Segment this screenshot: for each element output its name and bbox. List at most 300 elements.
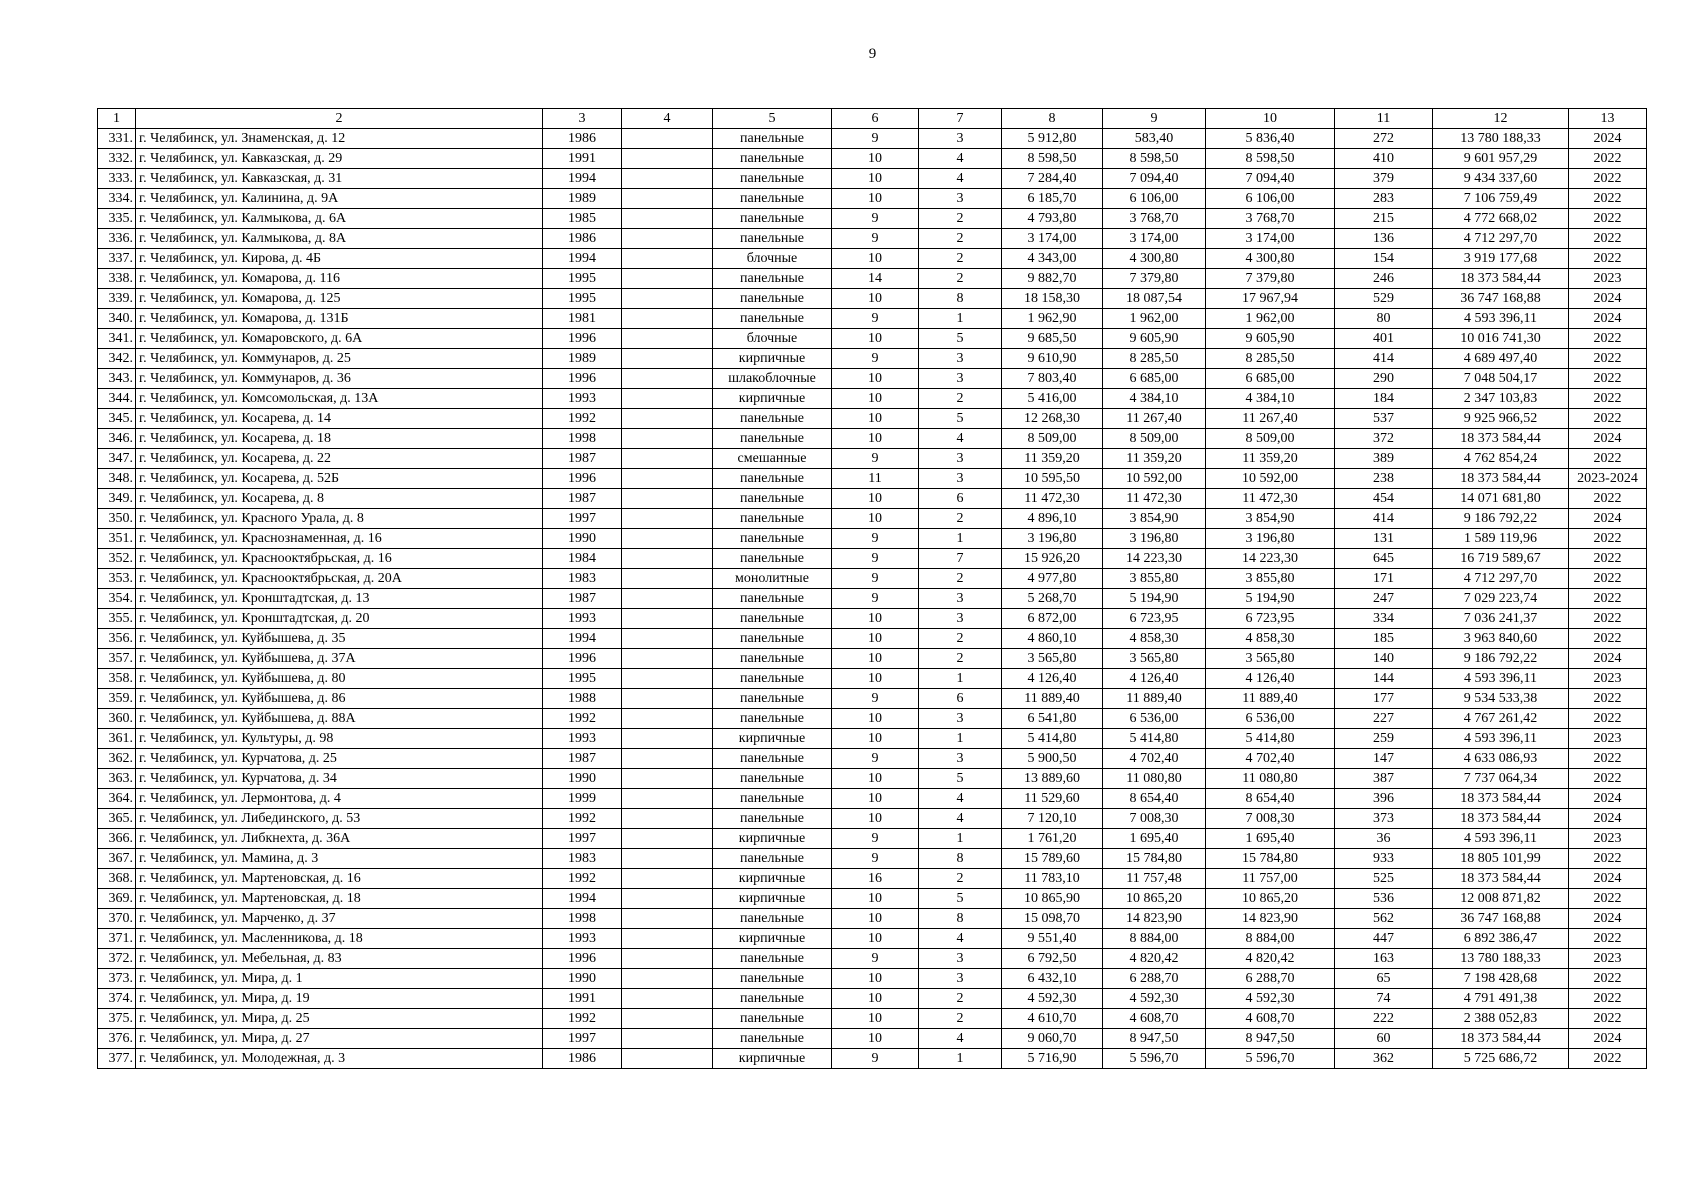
- cell-year-built: 1990: [543, 529, 622, 549]
- cell-row-number: 375.: [98, 1009, 136, 1029]
- cell-col-4: [622, 369, 713, 389]
- cell-address: г. Челябинск, ул. Куйбышева, д. 86: [136, 689, 543, 709]
- cell-entrances: 5: [919, 769, 1002, 789]
- cell-year-built: 1997: [543, 1029, 622, 1049]
- cell-total-area: 9 610,90: [1002, 349, 1103, 369]
- cell-area-residential: 11 889,40: [1206, 689, 1335, 709]
- cell-address: г. Челябинск, ул. Мамина, д. 3: [136, 849, 543, 869]
- cell-area-residential: 6 536,00: [1206, 709, 1335, 729]
- cell-residents: 933: [1335, 849, 1433, 869]
- cell-repair-year: 2024: [1569, 429, 1647, 449]
- cell-wall-material: панельные: [713, 629, 832, 649]
- cell-row-number: 371.: [98, 929, 136, 949]
- cell-cost: 13 780 188,33: [1433, 129, 1569, 149]
- table-row: [98, 149, 1647, 169]
- cell-col-4: [622, 509, 713, 529]
- cell-year-built: 1990: [543, 769, 622, 789]
- cell-cost: 36 747 168,88: [1433, 909, 1569, 929]
- cell-col-4: [622, 589, 713, 609]
- cell-area-residential: 14 223,30: [1206, 549, 1335, 569]
- cell-residents: 246: [1335, 269, 1433, 289]
- cell-floors: 9: [832, 829, 919, 849]
- cell-floors: 10: [832, 669, 919, 689]
- cell-address: г. Челябинск, ул. Кронштадтская, д. 20: [136, 609, 543, 629]
- cell-year-built: 1987: [543, 489, 622, 509]
- cell-cost: 18 373 584,44: [1433, 1029, 1569, 1049]
- cell-address: г. Челябинск, ул. Мартеновская, д. 18: [136, 889, 543, 909]
- cell-repair-year: 2024: [1569, 289, 1647, 309]
- cell-area-residential: 10 865,20: [1206, 889, 1335, 909]
- cell-area-premises: 11 889,40: [1103, 689, 1206, 709]
- cell-area-premises: 6 723,95: [1103, 609, 1206, 629]
- cell-year-built: 1996: [543, 949, 622, 969]
- cell-address: г. Челябинск, ул. Мира, д. 27: [136, 1029, 543, 1049]
- cell-address: г. Челябинск, ул. Курчатова, д. 34: [136, 769, 543, 789]
- cell-residents: 272: [1335, 129, 1433, 149]
- cell-address: г. Челябинск, ул. Мебельная, д. 83: [136, 949, 543, 969]
- cell-area-premises: 11 359,20: [1103, 449, 1206, 469]
- cell-area-residential: 7 379,80: [1206, 269, 1335, 289]
- cell-address: г. Челябинск, ул. Куйбышева, д. 37А: [136, 649, 543, 669]
- cell-entrances: 2: [919, 389, 1002, 409]
- cell-row-number: 359.: [98, 689, 136, 709]
- cell-year-built: 1990: [543, 969, 622, 989]
- cell-area-residential: 15 784,80: [1206, 849, 1335, 869]
- cell-entrances: 4: [919, 1029, 1002, 1049]
- cell-cost: 4 767 261,42: [1433, 709, 1569, 729]
- cell-row-number: 358.: [98, 669, 136, 689]
- cell-total-area: 11 783,10: [1002, 869, 1103, 889]
- cell-address: г. Челябинск, ул. Кавказская, д. 29: [136, 149, 543, 169]
- cell-area-premises: 6 536,00: [1103, 709, 1206, 729]
- cell-area-premises: 11 472,30: [1103, 489, 1206, 509]
- cell-wall-material: панельные: [713, 269, 832, 289]
- cell-year-built: 1994: [543, 629, 622, 649]
- cell-row-number: 336.: [98, 229, 136, 249]
- cell-col-4: [622, 669, 713, 689]
- cell-address: г. Челябинск, ул. Комарова, д. 131Б: [136, 309, 543, 329]
- cell-col-4: [622, 409, 713, 429]
- cell-floors: 10: [832, 889, 919, 909]
- cell-entrances: 2: [919, 269, 1002, 289]
- cell-residents: 389: [1335, 449, 1433, 469]
- cell-area-premises: 4 592,30: [1103, 989, 1206, 1009]
- cell-address: г. Челябинск, ул. Комаровского, д. 6А: [136, 329, 543, 349]
- table-row: [98, 349, 1647, 369]
- cell-total-area: 11 472,30: [1002, 489, 1103, 509]
- cell-col-4: [622, 869, 713, 889]
- cell-row-number: 332.: [98, 149, 136, 169]
- cell-row-number: 334.: [98, 189, 136, 209]
- cell-residents: 247: [1335, 589, 1433, 609]
- cell-total-area: 4 343,00: [1002, 249, 1103, 269]
- cell-wall-material: панельные: [713, 529, 832, 549]
- cell-total-area: 6 432,10: [1002, 969, 1103, 989]
- cell-area-residential: 4 592,30: [1206, 989, 1335, 1009]
- table-row: [98, 229, 1647, 249]
- cell-area-residential: 5 414,80: [1206, 729, 1335, 749]
- cell-repair-year: 2022: [1569, 749, 1647, 769]
- cell-col-4: [622, 489, 713, 509]
- cell-col-4: [622, 1049, 713, 1069]
- cell-total-area: 3 174,00: [1002, 229, 1103, 249]
- cell-col-4: [622, 449, 713, 469]
- table-row: [98, 449, 1647, 469]
- cell-floors: 10: [832, 789, 919, 809]
- cell-repair-year: 2022: [1569, 169, 1647, 189]
- cell-row-number: 356.: [98, 629, 136, 649]
- header-col-4: 4: [622, 109, 713, 129]
- cell-entrances: 3: [919, 369, 1002, 389]
- cell-floors: 10: [832, 989, 919, 1009]
- header-year-built: 3: [543, 109, 622, 129]
- cell-cost: 9 186 792,22: [1433, 649, 1569, 669]
- cell-col-4: [622, 809, 713, 829]
- cell-cost: 9 925 966,52: [1433, 409, 1569, 429]
- cell-wall-material: монолитные: [713, 569, 832, 589]
- cell-total-area: 3 565,80: [1002, 649, 1103, 669]
- cell-total-area: 9 685,50: [1002, 329, 1103, 349]
- cell-address: г. Челябинск, ул. Культуры, д. 98: [136, 729, 543, 749]
- cell-residents: 362: [1335, 1049, 1433, 1069]
- table-row: [98, 189, 1647, 209]
- cell-repair-year: 2022: [1569, 409, 1647, 429]
- cell-col-4: [622, 849, 713, 869]
- table-row: [98, 469, 1647, 489]
- cell-row-number: 355.: [98, 609, 136, 629]
- cell-floors: 10: [832, 1029, 919, 1049]
- cell-col-4: [622, 789, 713, 809]
- cell-repair-year: 2024: [1569, 309, 1647, 329]
- cell-wall-material: панельные: [713, 849, 832, 869]
- cell-total-area: 4 977,80: [1002, 569, 1103, 589]
- cell-wall-material: панельные: [713, 809, 832, 829]
- cell-address: г. Челябинск, ул. Знаменская, д. 12: [136, 129, 543, 149]
- cell-col-4: [622, 289, 713, 309]
- cell-floors: 9: [832, 569, 919, 589]
- cell-entrances: 8: [919, 289, 1002, 309]
- cell-area-premises: 10 592,00: [1103, 469, 1206, 489]
- cell-entrances: 4: [919, 149, 1002, 169]
- cell-year-built: 1995: [543, 269, 622, 289]
- cell-address: г. Челябинск, ул. Курчатова, д. 25: [136, 749, 543, 769]
- cell-year-built: 1992: [543, 409, 622, 429]
- table-row: [98, 609, 1647, 629]
- cell-floors: 9: [832, 129, 919, 149]
- cell-address: г. Челябинск, ул. Мира, д. 19: [136, 989, 543, 1009]
- cell-residents: 454: [1335, 489, 1433, 509]
- cell-area-residential: 6 723,95: [1206, 609, 1335, 629]
- cell-entrances: 3: [919, 609, 1002, 629]
- table-row: [98, 1009, 1647, 1029]
- table-row: [98, 769, 1647, 789]
- cell-repair-year: 2022: [1569, 969, 1647, 989]
- cell-col-4: [622, 949, 713, 969]
- cell-row-number: 343.: [98, 369, 136, 389]
- cell-row-number: 364.: [98, 789, 136, 809]
- cell-address: г. Челябинск, ул. Косарева, д. 8: [136, 489, 543, 509]
- cell-wall-material: панельные: [713, 209, 832, 229]
- cell-entrances: 3: [919, 709, 1002, 729]
- table-row: [98, 129, 1647, 149]
- cell-total-area: 15 098,70: [1002, 909, 1103, 929]
- cell-cost: 4 593 396,11: [1433, 829, 1569, 849]
- cell-entrances: 5: [919, 409, 1002, 429]
- cell-cost: 4 762 854,24: [1433, 449, 1569, 469]
- cell-cost: 3 919 177,68: [1433, 249, 1569, 269]
- cell-residents: 36: [1335, 829, 1433, 849]
- cell-col-4: [622, 989, 713, 1009]
- cell-cost: 12 008 871,82: [1433, 889, 1569, 909]
- cell-floors: 10: [832, 809, 919, 829]
- cell-year-built: 1986: [543, 229, 622, 249]
- cell-floors: 10: [832, 509, 919, 529]
- cell-total-area: 4 793,80: [1002, 209, 1103, 229]
- cell-year-built: 1984: [543, 549, 622, 569]
- cell-area-residential: 3 174,00: [1206, 229, 1335, 249]
- cell-area-residential: 4 820,42: [1206, 949, 1335, 969]
- cell-wall-material: панельные: [713, 129, 832, 149]
- cell-year-built: 1991: [543, 989, 622, 1009]
- cell-total-area: 10 595,50: [1002, 469, 1103, 489]
- cell-total-area: 15 789,60: [1002, 849, 1103, 869]
- cell-row-number: 357.: [98, 649, 136, 669]
- cell-repair-year: 2022: [1569, 709, 1647, 729]
- cell-entrances: 3: [919, 469, 1002, 489]
- cell-floors: 9: [832, 749, 919, 769]
- cell-entrances: 4: [919, 929, 1002, 949]
- cell-year-built: 1992: [543, 709, 622, 729]
- cell-area-premises: 5 414,80: [1103, 729, 1206, 749]
- table-row: [98, 569, 1647, 589]
- cell-repair-year: 2022: [1569, 449, 1647, 469]
- header-wall-material: 5: [713, 109, 832, 129]
- table-row: [98, 209, 1647, 229]
- cell-floors: 9: [832, 849, 919, 869]
- header-address: 2: [136, 109, 543, 129]
- cell-repair-year: 2022: [1569, 549, 1647, 569]
- cell-repair-year: 2022: [1569, 389, 1647, 409]
- cell-entrances: 2: [919, 249, 1002, 269]
- cell-entrances: 3: [919, 589, 1002, 609]
- cell-year-built: 1998: [543, 429, 622, 449]
- cell-col-4: [622, 969, 713, 989]
- cell-residents: 238: [1335, 469, 1433, 489]
- cell-address: г. Челябинск, ул. Куйбышева, д. 88А: [136, 709, 543, 729]
- cell-area-residential: 8 884,00: [1206, 929, 1335, 949]
- table-row: [98, 689, 1647, 709]
- cell-residents: 171: [1335, 569, 1433, 589]
- cell-wall-material: панельные: [713, 469, 832, 489]
- cell-repair-year: 2022: [1569, 1049, 1647, 1069]
- cell-repair-year: 2022: [1569, 529, 1647, 549]
- cell-col-4: [622, 1029, 713, 1049]
- table-row: [98, 309, 1647, 329]
- table-row: [98, 369, 1647, 389]
- cell-total-area: 12 268,30: [1002, 409, 1103, 429]
- cell-area-residential: 3 196,80: [1206, 529, 1335, 549]
- cell-repair-year: 2022: [1569, 1009, 1647, 1029]
- cell-wall-material: кирпичные: [713, 389, 832, 409]
- cell-residents: 80: [1335, 309, 1433, 329]
- cell-row-number: 368.: [98, 869, 136, 889]
- cell-area-premises: 10 865,20: [1103, 889, 1206, 909]
- cell-cost: 7 036 241,37: [1433, 609, 1569, 629]
- cell-repair-year: 2022: [1569, 849, 1647, 869]
- cell-area-residential: 11 080,80: [1206, 769, 1335, 789]
- cell-address: г. Челябинск, ул. Либкнехта, д. 36А: [136, 829, 543, 849]
- table-row: [98, 1029, 1647, 1049]
- cell-year-built: 1995: [543, 289, 622, 309]
- table-row: [98, 269, 1647, 289]
- cell-repair-year: 2023-2024: [1569, 469, 1647, 489]
- cell-wall-material: панельные: [713, 789, 832, 809]
- cell-address: г. Челябинск, ул. Косарева, д. 22: [136, 449, 543, 469]
- cell-wall-material: кирпичные: [713, 729, 832, 749]
- cell-total-area: 5 416,00: [1002, 389, 1103, 409]
- cell-col-4: [622, 929, 713, 949]
- cell-total-area: 15 926,20: [1002, 549, 1103, 569]
- cell-area-residential: 8 509,00: [1206, 429, 1335, 449]
- cell-cost: 1 589 119,96: [1433, 529, 1569, 549]
- cell-area-residential: 5 596,70: [1206, 1049, 1335, 1069]
- cell-total-area: 4 896,10: [1002, 509, 1103, 529]
- cell-area-residential: 10 592,00: [1206, 469, 1335, 489]
- cell-year-built: 1995: [543, 669, 622, 689]
- cell-wall-material: кирпичные: [713, 349, 832, 369]
- table-row: [98, 929, 1647, 949]
- cell-area-premises: 11 080,80: [1103, 769, 1206, 789]
- cell-floors: 9: [832, 689, 919, 709]
- cell-floors: 10: [832, 909, 919, 929]
- cell-area-residential: 11 757,00: [1206, 869, 1335, 889]
- cell-area-premises: 4 702,40: [1103, 749, 1206, 769]
- cell-year-built: 1989: [543, 349, 622, 369]
- cell-cost: 18 805 101,99: [1433, 849, 1569, 869]
- cell-total-area: 7 284,40: [1002, 169, 1103, 189]
- cell-total-area: 11 359,20: [1002, 449, 1103, 469]
- cell-entrances: 1: [919, 829, 1002, 849]
- cell-repair-year: 2023: [1569, 669, 1647, 689]
- cell-cost: 4 689 497,40: [1433, 349, 1569, 369]
- cell-area-residential: 11 267,40: [1206, 409, 1335, 429]
- cell-row-number: 331.: [98, 129, 136, 149]
- table-row: [98, 509, 1647, 529]
- cell-cost: 4 712 297,70: [1433, 229, 1569, 249]
- cell-residents: 379: [1335, 169, 1433, 189]
- cell-area-premises: 4 858,30: [1103, 629, 1206, 649]
- cell-area-premises: 14 823,90: [1103, 909, 1206, 929]
- cell-residents: 136: [1335, 229, 1433, 249]
- cell-row-number: 350.: [98, 509, 136, 529]
- cell-repair-year: 2022: [1569, 589, 1647, 609]
- cell-address: г. Челябинск, ул. Краснооктябрьская, д. 16: [136, 549, 543, 569]
- cell-area-residential: 8 285,50: [1206, 349, 1335, 369]
- cell-area-premises: 5 596,70: [1103, 1049, 1206, 1069]
- cell-year-built: 1986: [543, 129, 622, 149]
- cell-total-area: 18 158,30: [1002, 289, 1103, 309]
- cell-wall-material: панельные: [713, 1029, 832, 1049]
- cell-residents: 562: [1335, 909, 1433, 929]
- cell-entrances: 2: [919, 1009, 1002, 1029]
- cell-area-premises: 4 126,40: [1103, 669, 1206, 689]
- cell-col-4: [622, 149, 713, 169]
- cell-entrances: 3: [919, 189, 1002, 209]
- cell-wall-material: панельные: [713, 589, 832, 609]
- cell-area-residential: 1 695,40: [1206, 829, 1335, 849]
- cell-area-residential: 4 384,10: [1206, 389, 1335, 409]
- cell-area-premises: 8 947,50: [1103, 1029, 1206, 1049]
- cell-residents: 144: [1335, 669, 1433, 689]
- cell-wall-material: панельные: [713, 489, 832, 509]
- cell-total-area: 9 060,70: [1002, 1029, 1103, 1049]
- cell-area-premises: 4 820,42: [1103, 949, 1206, 969]
- cell-entrances: 2: [919, 649, 1002, 669]
- cell-year-built: 1996: [543, 649, 622, 669]
- cell-area-premises: 14 223,30: [1103, 549, 1206, 569]
- cell-wall-material: панельные: [713, 989, 832, 1009]
- cell-total-area: 6 185,70: [1002, 189, 1103, 209]
- cell-area-residential: 8 947,50: [1206, 1029, 1335, 1049]
- cell-col-4: [622, 229, 713, 249]
- cell-wall-material: панельные: [713, 429, 832, 449]
- table-row: [98, 249, 1647, 269]
- cell-entrances: 8: [919, 909, 1002, 929]
- cell-total-area: 5 268,70: [1002, 589, 1103, 609]
- cell-area-premises: 3 196,80: [1103, 529, 1206, 549]
- cell-residents: 184: [1335, 389, 1433, 409]
- cell-entrances: 2: [919, 569, 1002, 589]
- cell-year-built: 1994: [543, 169, 622, 189]
- cell-total-area: 5 414,80: [1002, 729, 1103, 749]
- cell-floors: 10: [832, 769, 919, 789]
- table-row: [98, 909, 1647, 929]
- cell-area-residential: 14 823,90: [1206, 909, 1335, 929]
- cell-address: г. Челябинск, ул. Молодежная, д. 3: [136, 1049, 543, 1069]
- cell-residents: 65: [1335, 969, 1433, 989]
- cell-residents: 163: [1335, 949, 1433, 969]
- table-row: [98, 789, 1647, 809]
- cell-area-residential: 4 608,70: [1206, 1009, 1335, 1029]
- cell-total-area: 10 865,90: [1002, 889, 1103, 909]
- cell-col-4: [622, 909, 713, 929]
- cell-floors: 9: [832, 229, 919, 249]
- cell-total-area: 5 716,90: [1002, 1049, 1103, 1069]
- cell-repair-year: 2022: [1569, 329, 1647, 349]
- cell-total-area: 6 872,00: [1002, 609, 1103, 629]
- cell-total-area: 4 592,30: [1002, 989, 1103, 1009]
- cell-cost: 4 712 297,70: [1433, 569, 1569, 589]
- cell-area-premises: 6 288,70: [1103, 969, 1206, 989]
- cell-total-area: 11 529,60: [1002, 789, 1103, 809]
- cell-cost: 9 534 533,38: [1433, 689, 1569, 709]
- cell-entrances: 1: [919, 729, 1002, 749]
- table-row: [98, 329, 1647, 349]
- cell-year-built: 1983: [543, 849, 622, 869]
- cell-area-premises: 5 194,90: [1103, 589, 1206, 609]
- cell-total-area: 8 598,50: [1002, 149, 1103, 169]
- cell-repair-year: 2022: [1569, 929, 1647, 949]
- cell-entrances: 3: [919, 349, 1002, 369]
- cell-cost: 4 593 396,11: [1433, 729, 1569, 749]
- cell-address: г. Челябинск, ул. Косарева, д. 52Б: [136, 469, 543, 489]
- table-row: [98, 849, 1647, 869]
- cell-address: г. Челябинск, ул. Куйбышева, д. 80: [136, 669, 543, 689]
- cell-row-number: 339.: [98, 289, 136, 309]
- cell-repair-year: 2022: [1569, 349, 1647, 369]
- cell-residents: 537: [1335, 409, 1433, 429]
- cell-year-built: 1988: [543, 689, 622, 709]
